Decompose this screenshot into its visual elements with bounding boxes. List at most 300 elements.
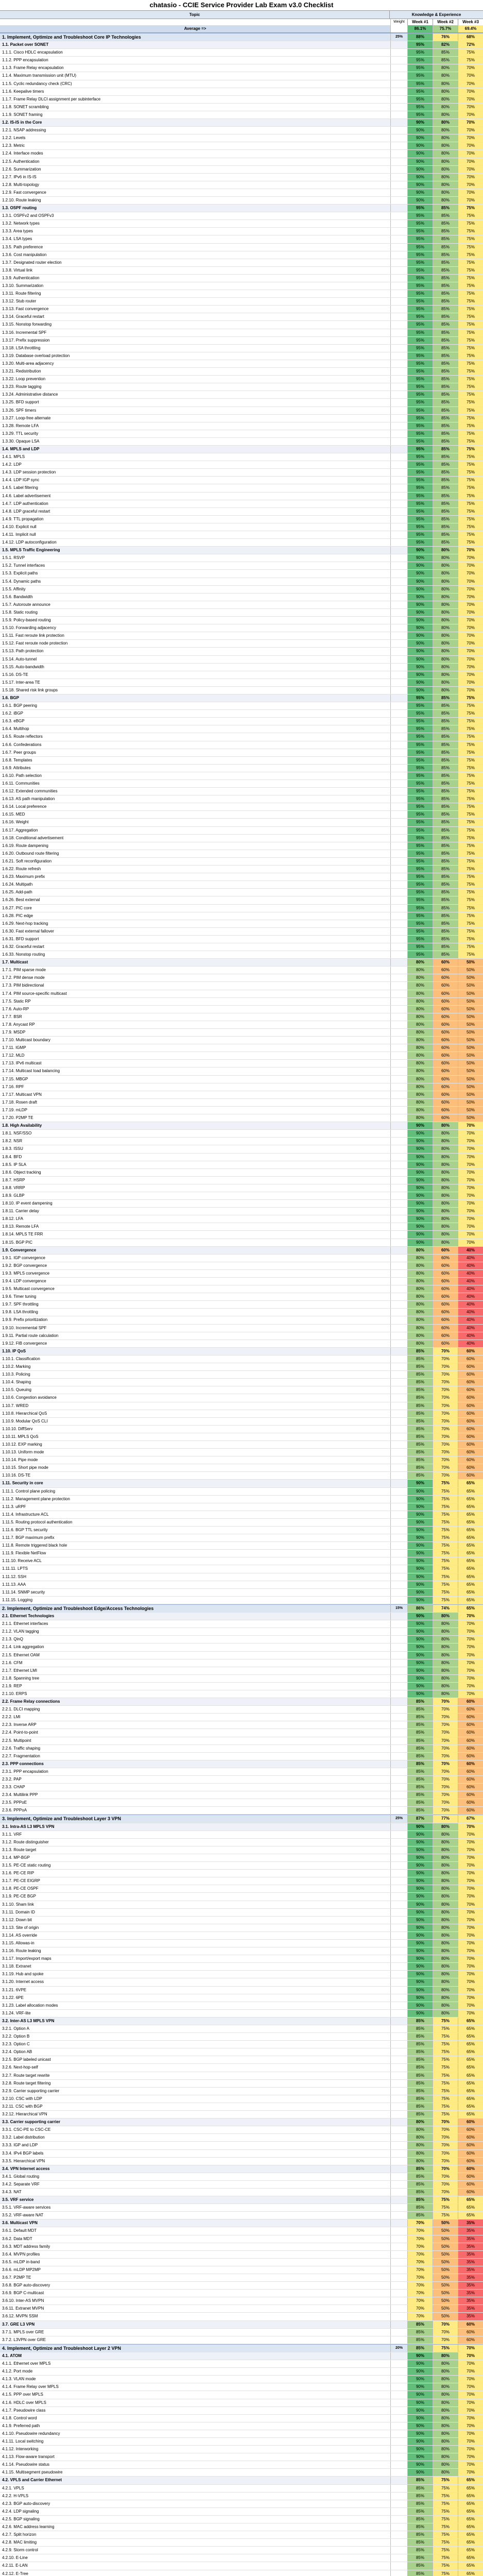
weight-cell bbox=[390, 1698, 407, 1705]
week2-cell: 70% bbox=[433, 1706, 458, 1713]
weight-cell bbox=[390, 1255, 407, 1262]
week3-cell: 75% bbox=[458, 235, 483, 243]
week3-cell: 75% bbox=[458, 275, 483, 282]
week2-cell: 85% bbox=[433, 376, 458, 383]
weight-cell bbox=[390, 2088, 407, 2095]
week3-cell: 75% bbox=[458, 484, 483, 492]
week2-cell: 85% bbox=[433, 500, 458, 507]
week2-cell: 80% bbox=[433, 119, 458, 126]
week2-cell: 85% bbox=[433, 275, 458, 282]
week1-cell: 95% bbox=[407, 912, 433, 920]
week1-cell: 85% bbox=[407, 1776, 433, 1783]
weight-cell bbox=[390, 2251, 407, 2258]
topic-label: 3.2.3. Option C bbox=[2, 2042, 30, 2047]
week3-cell: 50% bbox=[458, 1091, 483, 1098]
topic-row bbox=[0, 1690, 483, 1698]
week3-cell: 70% bbox=[458, 1932, 483, 1939]
week3-cell: 65% bbox=[458, 2485, 483, 2492]
topic-label: 3.1.7. PE-CE EIGRP bbox=[2, 1878, 40, 1884]
week1-cell: 80% bbox=[407, 1037, 433, 1044]
topic-label: 2.3.2. PAP bbox=[2, 1777, 22, 1782]
topic-label: 1.3.27. Loop-free alternate bbox=[2, 415, 51, 420]
weight-cell bbox=[390, 1496, 407, 1503]
topic-label: 1.6.15. MED bbox=[2, 812, 25, 817]
week3-cell: 70% bbox=[458, 1917, 483, 1924]
weight-cell bbox=[390, 2018, 407, 2025]
week2-cell: 70% bbox=[433, 1745, 458, 1752]
week1-cell: 80% bbox=[407, 1029, 433, 1036]
topic-label: 3.1.21. 6VPE bbox=[2, 1987, 27, 1992]
week1-cell: 95% bbox=[407, 749, 433, 756]
topic-row bbox=[0, 228, 483, 235]
week2-cell: 75% bbox=[433, 2485, 458, 2492]
week1-cell: 90% bbox=[407, 2415, 433, 2422]
weight-cell bbox=[390, 2158, 407, 2165]
topic-label: 4.2.11. E-LAN bbox=[2, 2563, 28, 2568]
week3-cell: 50% bbox=[458, 1114, 483, 1122]
topic-label: 1.3.20. Multi-area adjacency bbox=[2, 361, 54, 366]
week2-cell: 75% bbox=[433, 2500, 458, 2507]
topic-label: 1.6.1. BGP peering bbox=[2, 703, 37, 708]
topic-label: 1.7.10. Multicast boundary bbox=[2, 1038, 50, 1043]
week1-cell: 95% bbox=[407, 399, 433, 406]
week2-cell: 75% bbox=[433, 2477, 458, 2484]
week2-cell: 75% bbox=[433, 2547, 458, 2554]
weight-cell bbox=[390, 2477, 407, 2484]
weight-cell bbox=[390, 88, 407, 95]
weight-cell bbox=[390, 741, 407, 749]
week3-cell: 70% bbox=[458, 189, 483, 196]
weight-cell bbox=[390, 415, 407, 422]
section-row bbox=[0, 2344, 483, 2352]
topic-row bbox=[0, 1270, 483, 1278]
weight-cell bbox=[390, 920, 407, 927]
weight-cell bbox=[390, 376, 407, 383]
weight-cell bbox=[390, 1177, 407, 1184]
weight-cell bbox=[390, 2196, 407, 2204]
weight-cell bbox=[390, 329, 407, 336]
weight-cell bbox=[390, 1721, 407, 1728]
week2-cell: 50% bbox=[433, 2290, 458, 2297]
week3-cell: 65% bbox=[458, 1480, 483, 1487]
topic-row bbox=[0, 982, 483, 990]
weight-cell bbox=[390, 298, 407, 305]
week1-cell: 95% bbox=[407, 858, 433, 865]
topic-label: 3.3.4. IPv4 BGP labels bbox=[2, 2150, 44, 2156]
topic-row bbox=[0, 2142, 483, 2149]
week2-cell: 75% bbox=[433, 2072, 458, 2079]
week3-cell: 75% bbox=[458, 508, 483, 515]
topic-label: 1.2.10. Route leaking bbox=[2, 197, 41, 202]
weight-cell bbox=[390, 1192, 407, 1199]
group-row bbox=[0, 2477, 483, 2484]
topic-row bbox=[0, 2235, 483, 2243]
week3-cell: 70% bbox=[458, 687, 483, 694]
weight-cell bbox=[390, 850, 407, 857]
week2-cell: 80% bbox=[433, 2368, 458, 2375]
weight-cell bbox=[390, 181, 407, 189]
topic-row bbox=[0, 2461, 483, 2469]
weight-cell bbox=[390, 2516, 407, 2523]
week1-cell: 70% bbox=[407, 2235, 433, 2243]
topic-row bbox=[0, 275, 483, 282]
week1-cell: 85% bbox=[407, 1472, 433, 1479]
weight-cell bbox=[390, 1130, 407, 1137]
topic-label: 1.2.1. NSAP addressing bbox=[2, 128, 46, 133]
week1-cell: 90% bbox=[407, 1519, 433, 1526]
weight-cell bbox=[390, 446, 407, 453]
topic-label: 1.3.23. Route tagging bbox=[2, 384, 42, 389]
week2-cell: 70% bbox=[433, 2181, 458, 2188]
week2-cell: 60% bbox=[433, 974, 458, 981]
week3-cell: 65% bbox=[458, 2508, 483, 2515]
week1-cell: 95% bbox=[407, 360, 433, 367]
week2-cell: 80% bbox=[433, 1675, 458, 1682]
weight-cell bbox=[390, 127, 407, 134]
weight-cell bbox=[390, 1114, 407, 1122]
week1-cell: 95% bbox=[407, 516, 433, 523]
week2-cell: 75% bbox=[433, 1511, 458, 1518]
topic-row bbox=[0, 1917, 483, 1924]
topic-label: 1.1.3. Frame Relay encapsulation bbox=[2, 65, 64, 71]
week1-cell: 90% bbox=[407, 1573, 433, 1581]
weight-cell bbox=[390, 780, 407, 787]
week3-cell: 60% bbox=[458, 2158, 483, 2165]
week2-cell: 85% bbox=[433, 741, 458, 749]
week1-cell: 90% bbox=[407, 1511, 433, 1518]
week3-cell: 65% bbox=[458, 1605, 483, 1612]
weight-cell bbox=[390, 858, 407, 865]
week3-cell: 65% bbox=[458, 2477, 483, 2484]
topic-row bbox=[0, 461, 483, 469]
topic-label: 1.3.4. LSA types bbox=[2, 236, 32, 242]
week1-cell: 90% bbox=[407, 2010, 433, 2017]
week2-cell: 70% bbox=[433, 1441, 458, 1448]
topic-label: 1.7.7. BSR bbox=[2, 1014, 22, 1019]
week2-cell: 75% bbox=[433, 1550, 458, 1557]
topic-row bbox=[0, 72, 483, 80]
week2-cell: 60% bbox=[433, 1091, 458, 1098]
topic-label: 1.8.4. BFD bbox=[2, 1154, 22, 1159]
week1-cell: 95% bbox=[407, 267, 433, 274]
week3-cell: 60% bbox=[458, 2321, 483, 2328]
topic-label: 1.4.9. TTL propagation bbox=[2, 516, 44, 521]
weight-cell bbox=[390, 407, 407, 414]
topic-row bbox=[0, 298, 483, 306]
week3-cell: 75% bbox=[458, 951, 483, 958]
week1-cell: 85% bbox=[407, 2329, 433, 2336]
topic-row bbox=[0, 664, 483, 671]
topic-label: 4.2.4. LDP signaling bbox=[2, 2509, 39, 2514]
topic-label: 1.1. Packet over SONET bbox=[2, 42, 49, 47]
week2-cell: 50% bbox=[433, 2251, 458, 2258]
weight-cell bbox=[390, 928, 407, 935]
week2-cell: 70% bbox=[433, 2142, 458, 2149]
week2-cell: 80% bbox=[433, 1846, 458, 1854]
topic-label: 2.1.4. Link aggregation bbox=[2, 1645, 44, 1650]
week2-cell: 80% bbox=[433, 578, 458, 585]
week1-cell: 95% bbox=[407, 477, 433, 484]
topic-row bbox=[0, 1114, 483, 1122]
week2-cell: 85% bbox=[433, 493, 458, 500]
weight-cell bbox=[390, 1456, 407, 1464]
topic-label: 1.1.1. Cisco HDLC encapsulation bbox=[2, 50, 63, 55]
week3-cell: 60% bbox=[458, 1807, 483, 1814]
weight-cell bbox=[390, 1239, 407, 1246]
week1-cell: 90% bbox=[407, 1955, 433, 1962]
topic-row bbox=[0, 2438, 483, 2446]
week1-cell: 90% bbox=[407, 1831, 433, 1838]
week2-cell: 85% bbox=[433, 827, 458, 834]
topic-row bbox=[0, 1589, 483, 1597]
week2-cell: 85% bbox=[433, 430, 458, 437]
week2-cell: 80% bbox=[433, 1994, 458, 2002]
weight-cell bbox=[390, 1534, 407, 1541]
topic-label: 3.1.14. AS override bbox=[2, 1933, 38, 1938]
topic-row bbox=[0, 1885, 483, 1893]
topic-label: 3.1.19. Hub and spoke bbox=[2, 1972, 44, 1977]
topic-label: 1.11.9. Flexible NetFlow bbox=[2, 1551, 46, 1556]
week1-cell: 90% bbox=[407, 1862, 433, 1869]
week1-cell: 70% bbox=[407, 2282, 433, 2289]
topic-row bbox=[0, 1971, 483, 1978]
week3-cell: 50% bbox=[458, 1013, 483, 1021]
topic-label: 4.2.3. BGP auto-discovery bbox=[2, 2501, 50, 2506]
topic-label: 1.3.10. Summarization bbox=[2, 283, 44, 288]
week1-cell: 85% bbox=[407, 1433, 433, 1440]
topic-row bbox=[0, 516, 483, 523]
week2-cell: 80% bbox=[433, 1652, 458, 1659]
weight-cell bbox=[390, 1464, 407, 1471]
week3-cell: 75% bbox=[458, 850, 483, 857]
week3-cell: 65% bbox=[458, 2080, 483, 2087]
weight-cell bbox=[390, 718, 407, 725]
week1-cell: 95% bbox=[407, 422, 433, 430]
weight-cell bbox=[390, 687, 407, 694]
topic-label: 1.6.33. Nonstop routing bbox=[2, 952, 45, 957]
topic-row bbox=[0, 220, 483, 228]
week3-cell: 70% bbox=[458, 640, 483, 647]
week2-cell: 75% bbox=[433, 2345, 458, 2352]
week3-cell: 70% bbox=[458, 1971, 483, 1978]
week3-cell: 70% bbox=[458, 111, 483, 118]
week1-cell: 95% bbox=[407, 41, 433, 48]
topic-label: 3.1.5. PE-CE static routing bbox=[2, 1863, 51, 1868]
weight-cell bbox=[390, 2119, 407, 2126]
topic-row bbox=[0, 1239, 483, 1247]
topic-row bbox=[0, 1940, 483, 1947]
week1-cell: 80% bbox=[407, 1325, 433, 1332]
week1-cell: 80% bbox=[407, 1301, 433, 1308]
week1-cell: 90% bbox=[407, 2430, 433, 2437]
week3-cell: 75% bbox=[458, 49, 483, 56]
week3-cell: 60% bbox=[458, 2134, 483, 2141]
week1-cell: 90% bbox=[407, 119, 433, 126]
week3-cell: 40% bbox=[458, 1332, 483, 1340]
week2-cell: 70% bbox=[433, 1379, 458, 1386]
week1-cell: 85% bbox=[407, 2321, 433, 2328]
week2-cell: 85% bbox=[433, 337, 458, 344]
week2-cell: 80% bbox=[433, 2383, 458, 2391]
weight-cell bbox=[390, 2508, 407, 2515]
weight-cell bbox=[390, 1122, 407, 1129]
topic-row bbox=[0, 2072, 483, 2080]
week3-cell: 60% bbox=[458, 1698, 483, 1705]
week3-cell: 75% bbox=[458, 430, 483, 437]
topic-row bbox=[0, 2415, 483, 2422]
week3-cell: 75% bbox=[458, 920, 483, 927]
week3-cell: 60% bbox=[458, 1449, 483, 1456]
weight-cell bbox=[390, 1488, 407, 1495]
topic-row bbox=[0, 1464, 483, 1472]
week3-cell: 65% bbox=[458, 2072, 483, 2079]
week2-cell: 75% bbox=[433, 1534, 458, 1541]
week1-cell: 90% bbox=[407, 1667, 433, 1674]
week2-cell: 80% bbox=[433, 2360, 458, 2367]
week3-cell: 60% bbox=[458, 1386, 483, 1394]
week2-cell: 85% bbox=[433, 422, 458, 430]
topic-label: 2.2.6. Traffic shaping bbox=[2, 1745, 41, 1751]
weight-cell bbox=[390, 1184, 407, 1192]
week3-cell: 75% bbox=[458, 407, 483, 414]
week3-cell: 50% bbox=[458, 974, 483, 981]
week3-cell: 70% bbox=[458, 1652, 483, 1659]
topic-label: 1.8.11. Carrier delay bbox=[2, 1209, 39, 1214]
week1-cell: 85% bbox=[407, 1348, 433, 1355]
week2-cell: 85% bbox=[433, 368, 458, 375]
topic-row bbox=[0, 1737, 483, 1745]
week3-cell: 70% bbox=[458, 2415, 483, 2422]
weight-cell bbox=[390, 2290, 407, 2297]
week2-cell: 70% bbox=[433, 1418, 458, 1425]
week3-cell: 60% bbox=[458, 1348, 483, 1355]
topic-label: 2.1.8. Spanning tree bbox=[2, 1675, 40, 1681]
topic-label: 2.1. Ethernet Technologies bbox=[2, 1614, 55, 1619]
topic-label: 1.4.11. Implicit null bbox=[2, 532, 36, 537]
week1-cell: 85% bbox=[407, 2080, 433, 2087]
week3-cell: 70% bbox=[458, 1169, 483, 1176]
week1-cell: 90% bbox=[407, 2391, 433, 2398]
topic-label: 2.1.1. Ethernet interfaces bbox=[2, 1621, 48, 1626]
group-row bbox=[0, 2119, 483, 2126]
topic-label: 4.2.7. Split horizon bbox=[2, 2532, 37, 2537]
topic-row bbox=[0, 2500, 483, 2508]
group-row bbox=[0, 2321, 483, 2329]
topic-row bbox=[0, 212, 483, 220]
week1-cell: 90% bbox=[407, 1839, 433, 1846]
weight-cell bbox=[390, 1659, 407, 1667]
topic-row bbox=[0, 2282, 483, 2290]
week1-cell: 90% bbox=[407, 1138, 433, 1145]
week3-cell: 60% bbox=[458, 2119, 483, 2126]
week2-cell: 80% bbox=[433, 1987, 458, 1994]
week3-cell: 70% bbox=[458, 1877, 483, 1885]
weight-cell bbox=[390, 1426, 407, 1433]
week2-cell: 60% bbox=[433, 998, 458, 1005]
topic-label: 1.2.8. Multi-topology bbox=[2, 182, 40, 187]
topic-label: 1.7.13. IPv6 multicast bbox=[2, 1061, 42, 1066]
topic-label: 3.2.6. Next-hop-self bbox=[2, 2065, 38, 2070]
week3-cell: 75% bbox=[458, 282, 483, 290]
weight-cell bbox=[390, 104, 407, 111]
week3-cell: 75% bbox=[458, 780, 483, 787]
week2-cell: 70% bbox=[433, 2158, 458, 2165]
week1-cell: 80% bbox=[407, 998, 433, 1005]
week2-cell: 50% bbox=[433, 2266, 458, 2274]
week3-cell: 60% bbox=[458, 1441, 483, 1448]
topic-label: 1.9.10. Incremental SPF bbox=[2, 1325, 47, 1330]
week1-cell: 85% bbox=[407, 2516, 433, 2523]
week1-cell: 85% bbox=[407, 1449, 433, 1456]
weight-cell bbox=[390, 1006, 407, 1013]
weight-cell bbox=[390, 2204, 407, 2211]
topic-label: 2.1.3. QinQ bbox=[2, 1637, 23, 1642]
weight-cell bbox=[390, 80, 407, 88]
topic-label: 3.6.8. BGP auto-discovery bbox=[2, 2283, 50, 2288]
group-row bbox=[0, 446, 483, 453]
week2-cell: 80% bbox=[433, 1177, 458, 1184]
topic-row bbox=[0, 772, 483, 780]
week2-cell: 80% bbox=[433, 189, 458, 196]
week3-cell: 60% bbox=[458, 1433, 483, 1440]
week3-cell: 60% bbox=[458, 1706, 483, 1713]
topic-row bbox=[0, 2064, 483, 2072]
week1-cell: 70% bbox=[407, 2305, 433, 2312]
topic-label: 1.1.2. PPP encapsulation bbox=[2, 58, 48, 63]
week2-cell: 60% bbox=[433, 1309, 458, 1316]
week3-cell: 70% bbox=[458, 2461, 483, 2468]
weight-cell bbox=[390, 1784, 407, 1791]
weight-cell bbox=[390, 1394, 407, 1401]
week1-cell: 90% bbox=[407, 1557, 433, 1565]
week2-cell: 70% bbox=[433, 2126, 458, 2133]
week3-cell: 60% bbox=[458, 1363, 483, 1370]
weight-cell bbox=[390, 1208, 407, 1215]
week2-cell: 70% bbox=[433, 1456, 458, 1464]
weight-cell bbox=[390, 959, 407, 966]
week3-cell: 65% bbox=[458, 1534, 483, 1541]
topic-label: 1.10.8. Hierarchical QoS bbox=[2, 1411, 47, 1416]
topic-label: 1.3.14. Graceful restart bbox=[2, 314, 44, 319]
week1-cell: 95% bbox=[407, 244, 433, 251]
week2-cell: 85% bbox=[433, 57, 458, 64]
week2-cell: 75% bbox=[433, 2041, 458, 2048]
topic-row bbox=[0, 158, 483, 166]
topic-label: 1.3.13. Fast convergence bbox=[2, 307, 49, 312]
weight-cell bbox=[390, 1667, 407, 1674]
topic-row bbox=[0, 1924, 483, 1932]
week3-cell: 70% bbox=[458, 586, 483, 593]
week3-cell: 65% bbox=[458, 1488, 483, 1495]
topic-row bbox=[0, 345, 483, 352]
week2-cell: 80% bbox=[433, 1901, 458, 1908]
week3-cell: 75% bbox=[458, 943, 483, 951]
week1-cell: 85% bbox=[407, 1386, 433, 1394]
topic-row bbox=[0, 2095, 483, 2103]
week3-cell: 75% bbox=[458, 205, 483, 212]
week1-cell: 90% bbox=[407, 679, 433, 686]
week3-cell: 65% bbox=[458, 2523, 483, 2531]
topic-row bbox=[0, 1987, 483, 1994]
topic-label: 1.1.6. Keepalive timers bbox=[2, 89, 44, 94]
week3-cell: 70% bbox=[458, 2368, 483, 2375]
week1-cell: 95% bbox=[407, 275, 433, 282]
group-row bbox=[0, 2196, 483, 2204]
topic-row bbox=[0, 1418, 483, 1426]
weight-cell bbox=[390, 41, 407, 48]
week1-cell: 95% bbox=[407, 765, 433, 772]
week3-cell: 70% bbox=[458, 1893, 483, 1900]
